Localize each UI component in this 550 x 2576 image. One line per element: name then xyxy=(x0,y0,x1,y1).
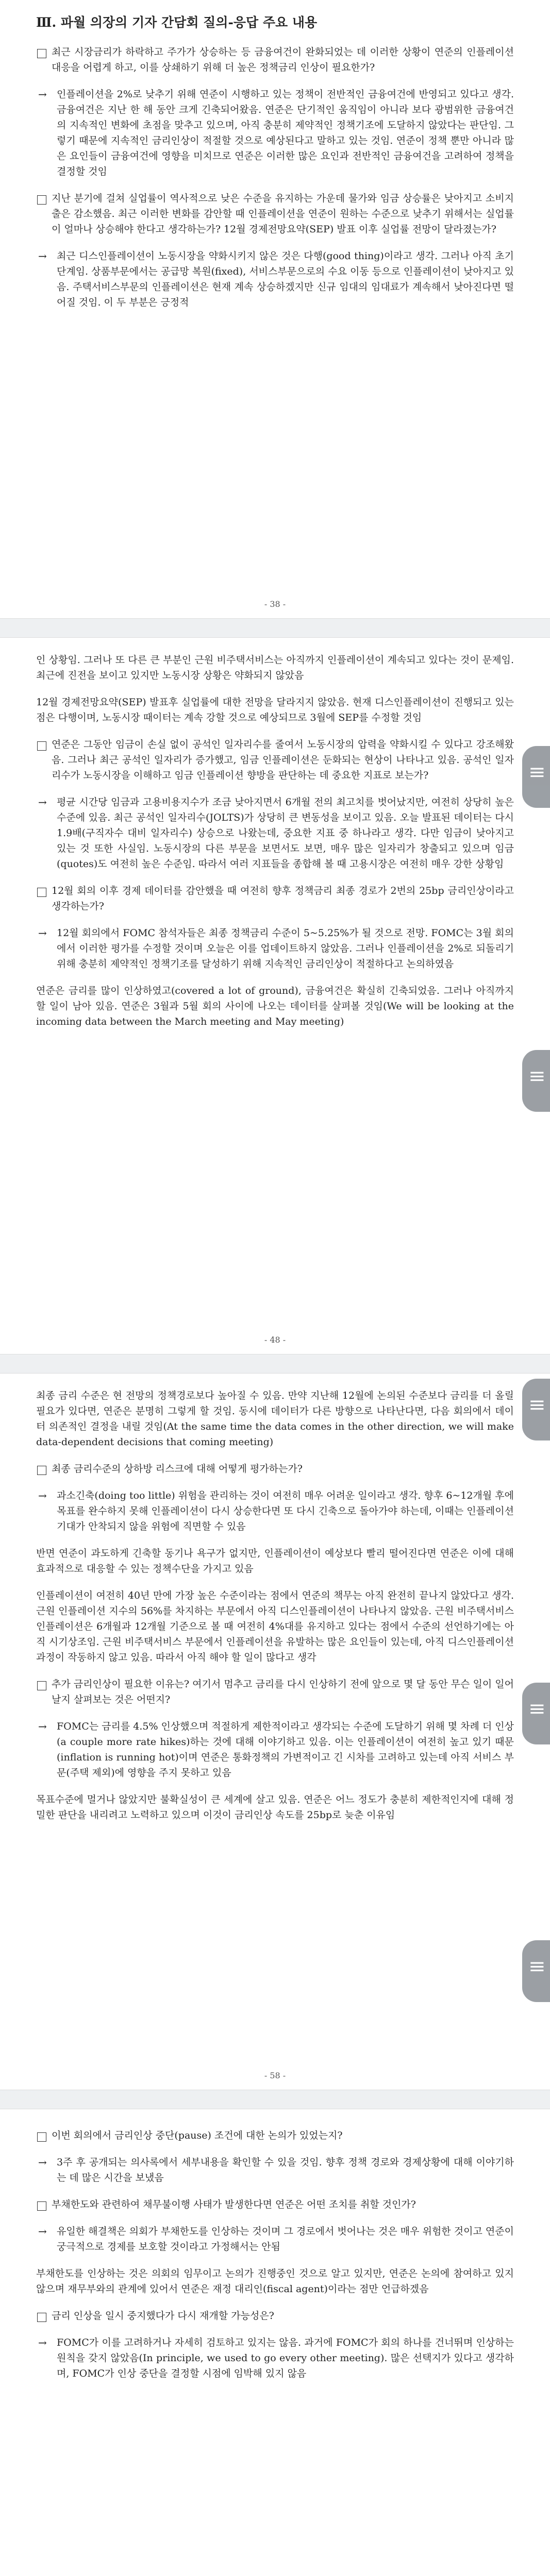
body-paragraph: 인플레이션이 여전히 40년 만에 가장 높은 수준이라는 점에서 연준의 책무는 아직 완전히 끝나지 않았다고 생각. 근원 인플레이션 지수의 56%를 차지하는 부문에서 아직 디스인플레이션이 나타나지 않았음. 근원 비주택서비스 인플레이션은 6개월과 12개월 기준으로 볼 때 여전히 4%대를 유지하고 있다는 점에서 수준의 선언하기에는 아직 시기상조임. 근원 비주택서비스 부문에서 인플레이션을 유발하는 많은 요인들이 있는데, 아직 디스인플레이션 과정이 작동하지 않고 있음. 따라서 아직 해야 할 일이 많다고 생각 xyxy=(36,1590,514,1663)
menu-handle-icon[interactable] xyxy=(522,1050,550,1112)
document-page-4 xyxy=(0,2109,550,2576)
question-paragraph: 추가 금리인상이 필요한 이유는? 여기서 멈추고 금리를 다시 인상하기 전에 앞으로 몇 달 동안 무슨 일이 일어날지 살펴보는 것은 어떤지? xyxy=(36,1676,514,1707)
page-number: - 38 - xyxy=(264,599,286,609)
document-page-1 xyxy=(0,0,550,618)
body-paragraph: 최종 금리 수준은 현 전망의 정책경로보다 높아질 수 있음. 만약 지난해 12월에 논의된 수준보다 금리를 더 올릴 필요가 있다면, 연준은 분명히 그렇게 할 것임. 동시에 데이터가 다른 방향으로 나타난다면, 다음 회의에서 데이터 의존적인 결정을 내릴 것임(At the same time the data comes in the other direction, we will make data-dependent decisions that coming meeting) xyxy=(36,1390,514,1448)
body-paragraph: 12월 경제전망요약(SEP) 발표후 실업률에 대한 전망을 달라지지 않았음. 현재 디스인플레이션이 진행되고 있는 점은 다행이며, 노동시장 때이터는 계속 강할 것으로 예상되므로 3월에 SEP를 수정할 것임 xyxy=(36,697,514,723)
question-paragraph: 연준은 그동안 임금이 손실 없이 공석인 일자리수를 줄여서 노동시장의 압력을 약화시킬 수 있다고 강조해왔음. 그러나 최근 공석인 일자리가 증가했고, 임금 인플레이션은 둔화되는 현상이 나타나고 있음. 공석인 일자리수가 노동시장을 이해하고 임금 인플레이션 향방을 판단하는 데 중요한 지표로 보는가? xyxy=(36,737,514,783)
section-title: Ⅲ. 파월 의장의 기자 간담회 질의-응답 주요 내용 xyxy=(36,15,318,30)
menu-handle-icon[interactable] xyxy=(522,1379,550,1440)
answer-paragraph: → 유일한 해결책은 의회가 부채한도를 인상하는 것이며 그 경로에서 벗어나는 것은 매우 위험한 것이고 연준이 궁극적으로 경제를 보호할 것이라고 가정해서는 안됨 xyxy=(36,2224,514,2255)
body-paragraph: 목표수준에 멀거나 않았지만 불확실성이 큰 세계에 살고 있음. 연준은 어느 정도가 충분히 제한적인지에 대해 정밀한 판단을 내리려고 노력하고 있으며 이것이 금리인상 속도를 25bp로 늦춘 이유임 xyxy=(36,1794,514,1821)
question-paragraph: 이번 회의에서 금리인상 중단(pause) 조건에 대한 논의가 있었는지? xyxy=(36,2128,514,2143)
question-paragraph: 금리 인상을 일시 중지했다가 다시 재개할 가능성은? xyxy=(36,2308,514,2324)
page-separator xyxy=(0,2090,550,2109)
menu-handle-icon[interactable] xyxy=(522,746,550,808)
answer-paragraph: → FOMC가 이를 고려하거나 자세히 검토하고 있지는 않음. 과거에 FOMC가 회의 하나를 건너뛰며 인상하는 원칙을 갖지 않았음(In principle, we used to go every other meeting). 많은 선택지가 있다고 생각하며, FOMC가 인상 중단을 결정할 시점에 임박해 있지 않음 xyxy=(36,2335,514,2381)
body-paragraph: 반면 연준이 과도하게 긴축할 동기나 욕구가 없지만, 인플레이션이 예상보다 빨리 떨어진다면 연준은 이에 대해 효과적으로 대응할 수 있는 정책수단을 가지고 있음 xyxy=(36,1548,514,1574)
answer-paragraph: → 3주 후 공개되는 의사록에서 세부내용을 확인할 수 있을 것임. 향후 정책 경로와 경제상황에 대해 이야기하는 데 많은 시간을 보냈음 xyxy=(36,2155,514,2185)
question-paragraph: 최종 금리수준의 상하방 리스크에 대해 어떻게 평가하는가? xyxy=(36,1461,514,1477)
page-number: - 48 - xyxy=(264,1335,286,1345)
answer-paragraph: → FOMC는 금리를 4.5% 인상했으며 적절하게 제한적이라고 생각되는 수준에 도달하기 위해 몇 차례 더 인상(a couple more rate hikes)하는 것에 대해 이야기하고 있음. 이는 인플레이션이 여전히 높고 있기 때문 (inflation is running hot)이며 연준은 통화정책의 가변적이고 긴 시차를 고려하고 있는데 아직 서비스 부문(주택 제외)에 영향을 주지 못하고 있음 xyxy=(36,1719,514,1781)
body-paragraph: 부채한도를 인상하는 것은 의회의 임무이고 논의가 진행중인 것으로 알고 있지만, 연준은 논의에 참여하고 있지 않으며 재무부와의 관계에 있어서 연준은 재정 대리인(fiscal agent)이라는 점만 언급하겠음 xyxy=(36,2268,514,2295)
question-paragraph: 12월 회의 이후 경제 데이터를 감안했을 때 여전히 향후 정책금리 최종 경로가 2번의 25bp 금리인상이라고 생각하는가? xyxy=(36,883,514,914)
question-paragraph: 부채한도와 관련하여 채무불이행 사태가 발생한다면 연준은 어떤 조치를 취할 것인가? xyxy=(36,2197,514,2212)
answer-paragraph: → 12월 회의에서 FOMC 참석자들은 최종 정책금리 수준이 5~5.25%가 될 것으로 전망. FOMC는 3월 회의에서 이러한 평가를 수정할 것이며 오늘은 이를 업데이트하지 않았음. 그러나 인플레이션을 2%로 되돌리기 위해 충분히 제약적인 정책기조를 달성하기 위해 지속적인 금리인상이 적절하다고 논의하였음 xyxy=(36,925,514,972)
answer-paragraph: → 인플레이션을 2%로 낮추기 위해 연준이 시행하고 있는 정책이 전반적인 금융여건에 반영되고 있다고 생각. 금융여건은 지난 한 해 동안 크게 긴축되어왔음. 연준은 단기적인 움직임이 아니라 보다 광범위한 금융여건의 지속적인 변화에 초점을 맞추고 있으며, 아직 충분히 제약적인 정책기조에 도달하지 않았다는 판단임. 그렇기 때문에 지속적인 금리인상이 적절할 것으로 예상된다고 말하고 있는 것임. 연준이 정책 뿐만 아니라 많은 요인들이 금융여건에 영향을 미치므로 연준은 이러한 많은 요인과 전반적인 금융여건을 고려하여 정책을 결정할 것임 xyxy=(36,87,514,179)
question-paragraph: 최근 시장금리가 하락하고 주가가 상승하는 등 금융여건이 완화되었는 데 이러한 상황이 연준의 인플레이션 대응을 어렵게 하고, 이를 상쇄하기 위해 더 높은 정책금리 인상이 필요한가? xyxy=(36,44,514,75)
page-number: - 58 - xyxy=(264,2071,286,2080)
document-page-3 xyxy=(0,1374,550,2090)
answer-paragraph: → 과소긴축(doing too little) 위험을 관리하는 것이 여전히 매우 어려운 일이라고 생각. 향후 6~12개월 후에 목표를 완수하지 못해 인플레이션이 다시 상승한다면 또 다시 긴축으로 돌아가야 하는데, 이때는 인플레이션 기대가 안착되지 않을 위험에 직면할 수 있음 xyxy=(36,1488,514,1534)
answer-paragraph: → 최근 디스인플레이션이 노동시장을 약화시키지 않은 것은 다행(good thing)이라고 생각. 그러나 아직 초기단계임. 상품부문에서는 공급망 복원(fixed), 서비스부문으로의 수요 이동 등으로 인플레이션이 낮아지고 있음. 주택서비스부문의 인플레이션은 현재 계속 상승하겠지만 신규 임대의 임대료가 계속해서 낮아진다면 떨어질 것임. 이 두 부분은 긍정적 xyxy=(36,248,514,310)
body-paragraph: 연준은 금리를 많이 인상하였고(covered a lot of ground), 금융여건은 확실히 긴축되었음. 그러나 아직까지 할 일이 남아 있음. 연준은 3월과 5월 회의 사이에 나오는 데이터를 살펴볼 것임(We will be looking at the incoming data between the March meeting and May meeting) xyxy=(36,985,514,1027)
menu-handle-icon[interactable] xyxy=(522,1940,550,2002)
page-separator xyxy=(0,618,550,638)
menu-handle-icon[interactable] xyxy=(522,1683,550,1744)
document-page-2 xyxy=(0,638,550,1354)
page-separator xyxy=(0,1354,550,1374)
answer-paragraph: → 평균 시간당 임금과 고용비용지수가 조금 낮아지면서 6개월 전의 최고치를 벗어났지만, 여전히 상당히 높은 수준에 있음. 최근 공석인 일자리수(JOLTS)가 상당히 큰 변동성을 보이고 있음. 오늘 발표된 데이터는 다시 1.9배(구직자수 대비 일자리수) 상승으로 나왔는데, 중요한 지표 중 하나라고 생각. 다만 임금이 낮아지고 있는 것 또한 사실임. 노동시장의 다른 부문을 보면서도 보면, 매우 많은 일자리가 창출되고 있으며 임금(quotes)도 여전히 높은 수준임. 따라서 여러 지표들을 종합해 볼 때 고용시장은 여전히 매우 강한 상황임 xyxy=(36,794,514,872)
question-paragraph: 지난 분기에 걸쳐 실업률이 역사적으로 낮은 수준을 유지하는 가운데 물가와 임금 상승률은 낮아지고 소비지출은 감소했음. 최근 이러한 변화를 감안할 때 인플레이션을 연준이 원하는 수준으로 낮추기 위해서는 실업률이 얼마나 상승해야 한다고 생각하는가? 12월 경제전망요약(SEP) 발표 이후 실업률 전망이 달라졌는가? xyxy=(36,191,514,237)
body-paragraph: 인 상황임. 그러나 또 다른 큰 부분인 근원 비주택서비스는 아직까지 인플레이션이 계속되고 있다는 것이 문제임. 최근에 진전을 보이고 있지만 노동시장 상황은 약화되지 않았음 xyxy=(36,654,514,681)
